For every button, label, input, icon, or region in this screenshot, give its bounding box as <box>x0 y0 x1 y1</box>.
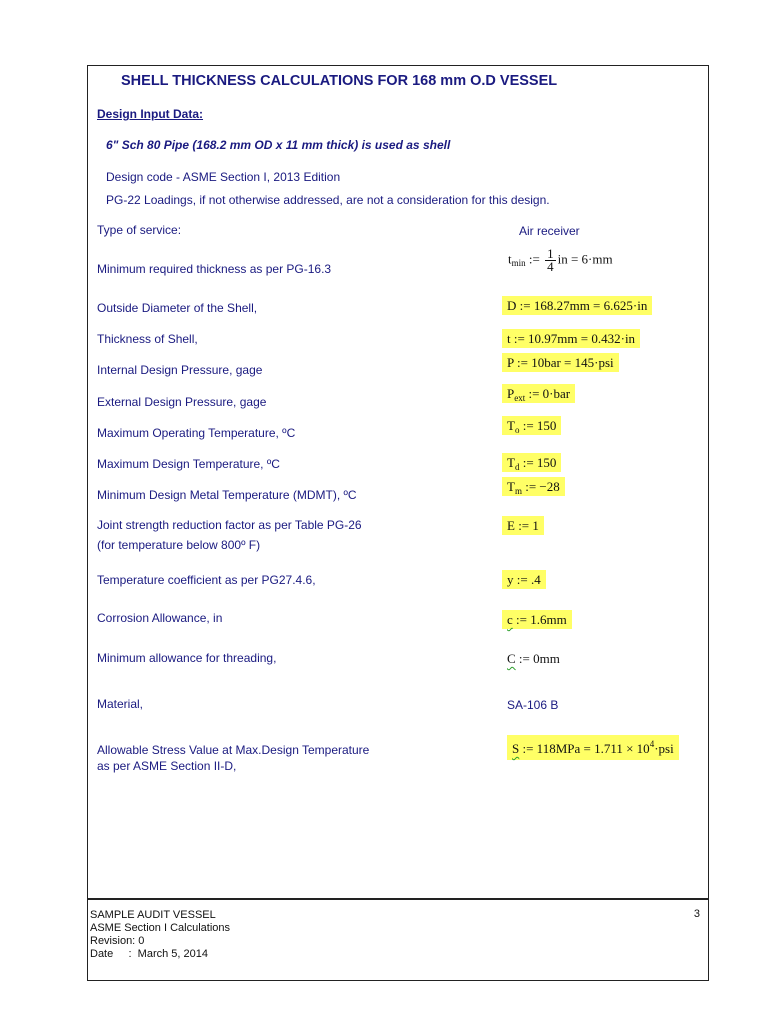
pg22-note: PG-22 Loadings, if not otherwise addressed, are not a consideration for this design. <box>106 193 550 207</box>
min-thickness-label: Minimum required thickness as per PG-16.3 <box>97 262 332 276</box>
max-operating-temp-label: Maximum Operating Temperature, ºC <box>97 426 296 440</box>
max-design-temp-expr[interactable]: $T_d$ := 150 <box>502 455 561 471</box>
pipe-note: 6" Sch 80 Pipe (168.2 mm OD x 11 mm thick) is used as shell <box>106 138 451 152</box>
footer-vessel-name: SAMPLE AUDIT VESSEL <box>90 909 216 921</box>
footer-calc-type: ASME Section I Calculations <box>90 922 231 934</box>
temp-coefficient-label: Temperature coefficient as per PG27.4.6, <box>97 573 316 587</box>
service-value: Air receiver <box>519 224 580 238</box>
thickness-expr[interactable]: t := 10.97mm = 0.432·in <box>502 331 640 347</box>
external-pressure-label: External Design Pressure, gage <box>97 395 267 409</box>
footer-revision: Revision: 0 <box>90 935 145 947</box>
mdmt-label: Minimum Design Metal Temperature (MDMT), ºC <box>97 488 357 502</box>
joint-factor-note: (for temperature below 800º F) <box>97 538 261 552</box>
allowable-stress-expr[interactable]: S := $118MPa = 1.711 \times 10^4\cdot psi$ <box>507 741 679 757</box>
outside-diameter-expr[interactable]: D := 168.27mm = 6.625·in <box>502 298 652 314</box>
allowable-stress-label: Allowable Stress Value at Max.Design Temperature <box>97 743 370 757</box>
joint-factor-label: Joint strength reduction factor as per Table PG-26 <box>97 518 362 532</box>
material-value: SA-106 B <box>507 698 559 712</box>
external-pressure-expr[interactable]: $P_{ext}$ := 0·bar <box>502 386 575 402</box>
outside-diameter-label: Outside Diameter of the Shell, <box>97 301 258 315</box>
design-input-heading: Design Input Data: <box>97 107 204 121</box>
joint-factor-expr[interactable]: E := 1 <box>502 518 544 534</box>
footer-date: Date : March 5, 2014 <box>90 948 209 960</box>
min-thickness-expr[interactable]: $t_{min}$ := $\frac{1}{4}$ in = 6·mm <box>508 246 613 274</box>
internal-pressure-expr[interactable]: P := 10bar = 145·psi <box>502 355 619 371</box>
mdmt-expr[interactable]: $T_m$ := −28 <box>502 479 565 495</box>
corrosion-expr[interactable]: c := 1.6mm <box>502 612 572 628</box>
page-title: SHELL THICKNESS CALCULATIONS FOR 168 mm O.D VESSEL <box>121 73 558 89</box>
material-label: Material, <box>97 697 144 711</box>
design-code-note: Design code - ASME Section I, 2013 Edition <box>106 170 341 184</box>
service-label: Type of service: <box>97 223 182 237</box>
internal-pressure-label: Internal Design Pressure, gage <box>97 363 263 377</box>
corrosion-label: Corrosion Allowance, in <box>97 611 223 625</box>
threading-label: Minimum allowance for threading, <box>97 651 277 665</box>
temp-coefficient-expr[interactable]: y := .4 <box>502 572 546 588</box>
thickness-label: Thickness of Shell, <box>97 332 198 346</box>
max-operating-temp-expr[interactable]: $T_o$ := 150 <box>502 418 561 434</box>
threading-expr[interactable]: C := 0mm <box>507 651 560 666</box>
page-number: 3 <box>693 908 700 920</box>
max-design-temp-label: Maximum Design Temperature, ºC <box>97 457 280 471</box>
allowable-stress-note: as per ASME Section II-D, <box>97 759 237 773</box>
